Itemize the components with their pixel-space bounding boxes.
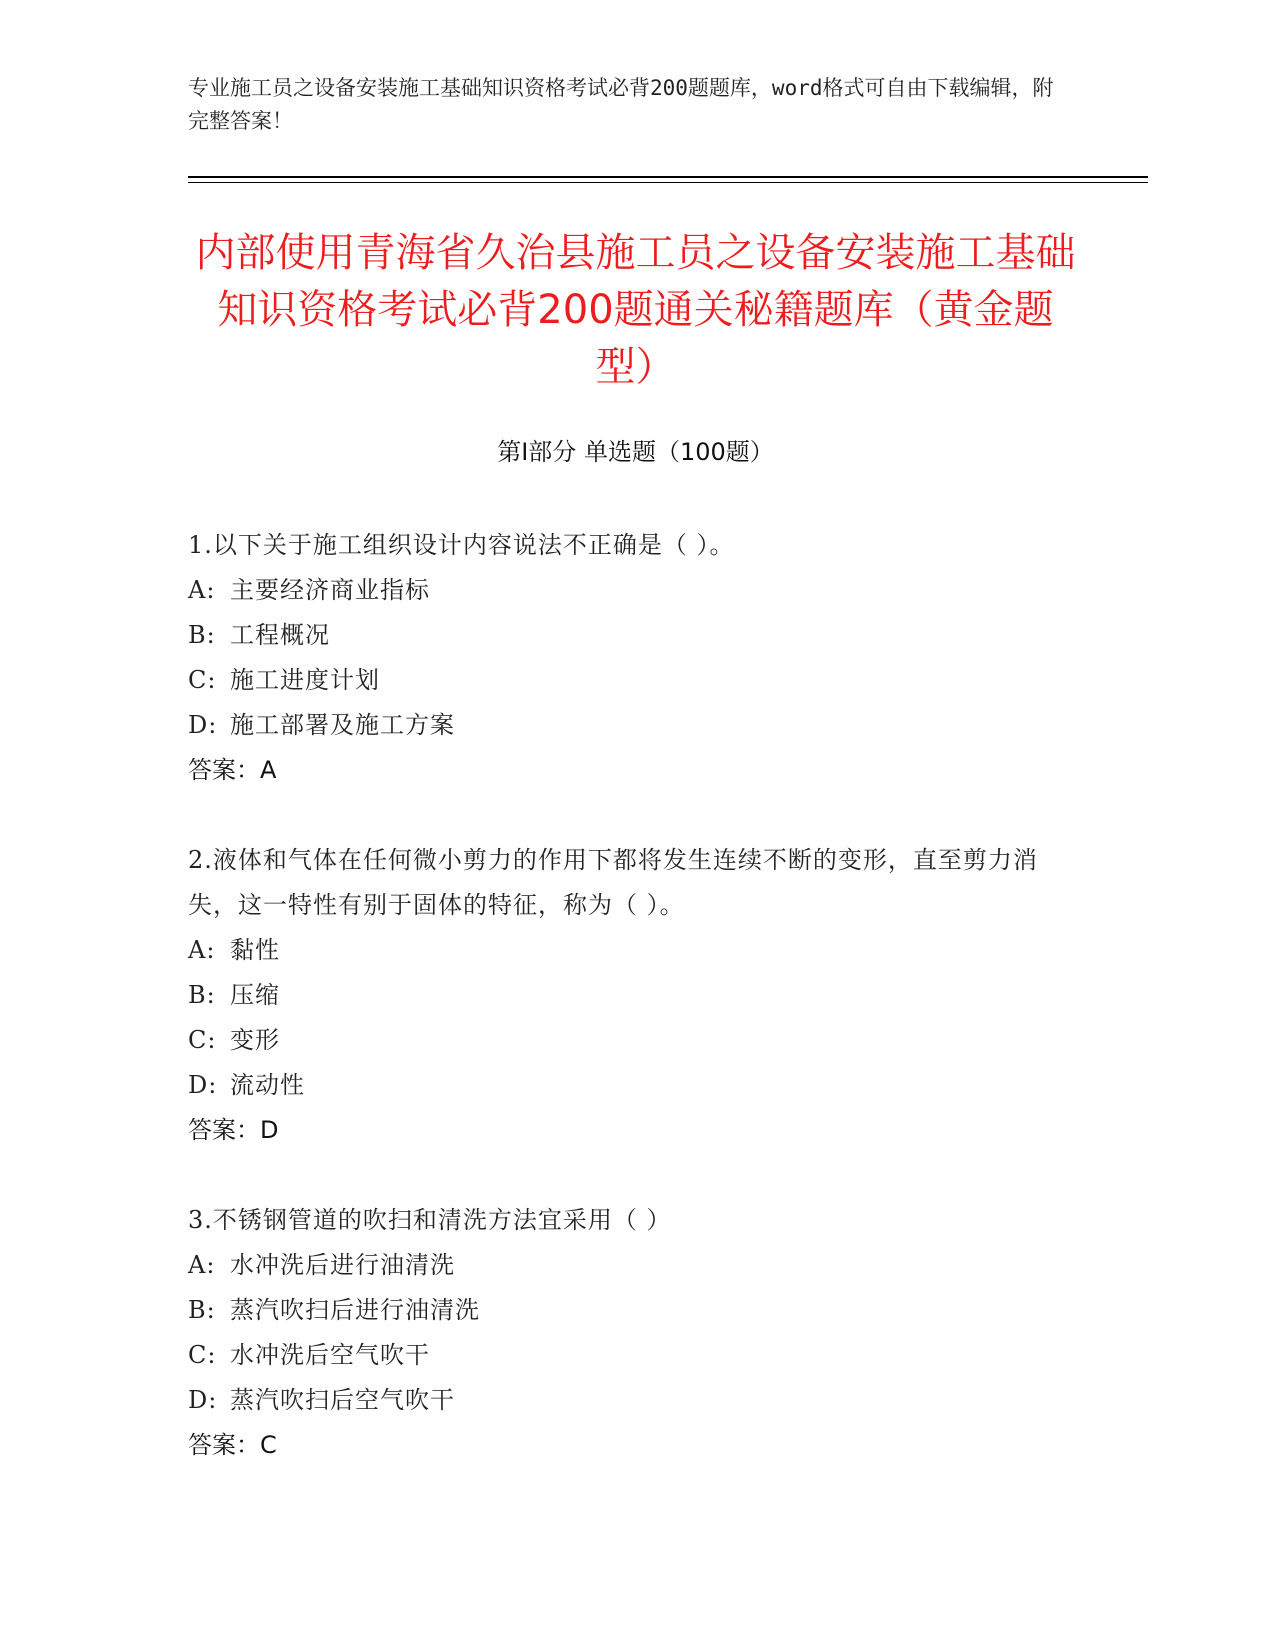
option-b [188, 973, 1068, 1018]
header-divider-thin [188, 182, 1148, 183]
option-text: 主要经济商业指标 [230, 576, 430, 604]
section-heading: 第Ⅰ部分 单选题（100题） [497, 438, 774, 466]
option-c [188, 1018, 1068, 1063]
option-d [188, 1378, 1068, 1423]
option-text: 施工进度计划 [230, 666, 380, 694]
option-text: 蒸汽吹扫后进行油清洗 [230, 1296, 480, 1324]
option-b [188, 613, 1068, 658]
option-letter: B: [188, 621, 216, 649]
document-title: 内部使用青海省久治县施工员之设备安装施工基础知识资格考试必背200题通关秘籍题库（黄金题型） [195, 230, 1076, 390]
question-stem: 1.以下关于施工组织设计内容说法不正确是（ ）。 [188, 531, 735, 559]
option-letter: B: [188, 1296, 216, 1324]
option-text: 压缩 [230, 981, 280, 1009]
option-letter: C: [188, 1026, 217, 1054]
option-text: 黏性 [230, 936, 280, 964]
answer-line: 答案：A [188, 756, 277, 784]
option-d [188, 1063, 1068, 1108]
option-c [188, 658, 1068, 703]
option-text: 蒸汽吹扫后空气吹干 [230, 1386, 455, 1414]
option-letter: A: [188, 576, 216, 604]
header-divider-thick [188, 176, 1148, 178]
option-text: 变形 [230, 1026, 280, 1054]
option-a [188, 1243, 1068, 1288]
answer-line: 答案：D [188, 1116, 279, 1144]
question-stem: 2.液体和气体在任何微小剪力的作用下都将发生连续不断的变形，直至剪力消失，这一特性有别于固体的特征，称为（ ）。 [188, 846, 1038, 919]
question-1 [188, 523, 1068, 793]
option-letter: D: [188, 711, 218, 739]
option-text: 工程概况 [230, 621, 330, 649]
question-3 [188, 1198, 1068, 1468]
option-letter: B: [188, 981, 216, 1009]
option-letter: C: [188, 666, 217, 694]
option-letter: A: [188, 936, 216, 964]
option-a [188, 568, 1068, 613]
option-c [188, 1333, 1068, 1378]
question-stem: 3.不锈钢管道的吹扫和清洗方法宜采用（ ） [188, 1206, 672, 1234]
option-text: 水冲洗后空气吹干 [230, 1341, 430, 1369]
header-note: 专业施工员之设备安装施工基础知识资格考试必背200题题库，word格式可自由下载编辑，附完整答案！ [188, 76, 1054, 133]
option-letter: D: [188, 1386, 218, 1414]
option-text: 水冲洗后进行油清洗 [230, 1251, 455, 1279]
option-letter: A: [188, 1251, 216, 1279]
option-letter: D: [188, 1071, 218, 1099]
option-text: 流动性 [230, 1071, 305, 1099]
option-text: 施工部署及施工方案 [230, 711, 455, 739]
answer-line: 答案：C [188, 1431, 277, 1459]
question-2 [188, 838, 1068, 1153]
option-d [188, 703, 1068, 748]
option-b [188, 1288, 1068, 1333]
option-letter: C: [188, 1341, 217, 1369]
option-a [188, 928, 1068, 973]
